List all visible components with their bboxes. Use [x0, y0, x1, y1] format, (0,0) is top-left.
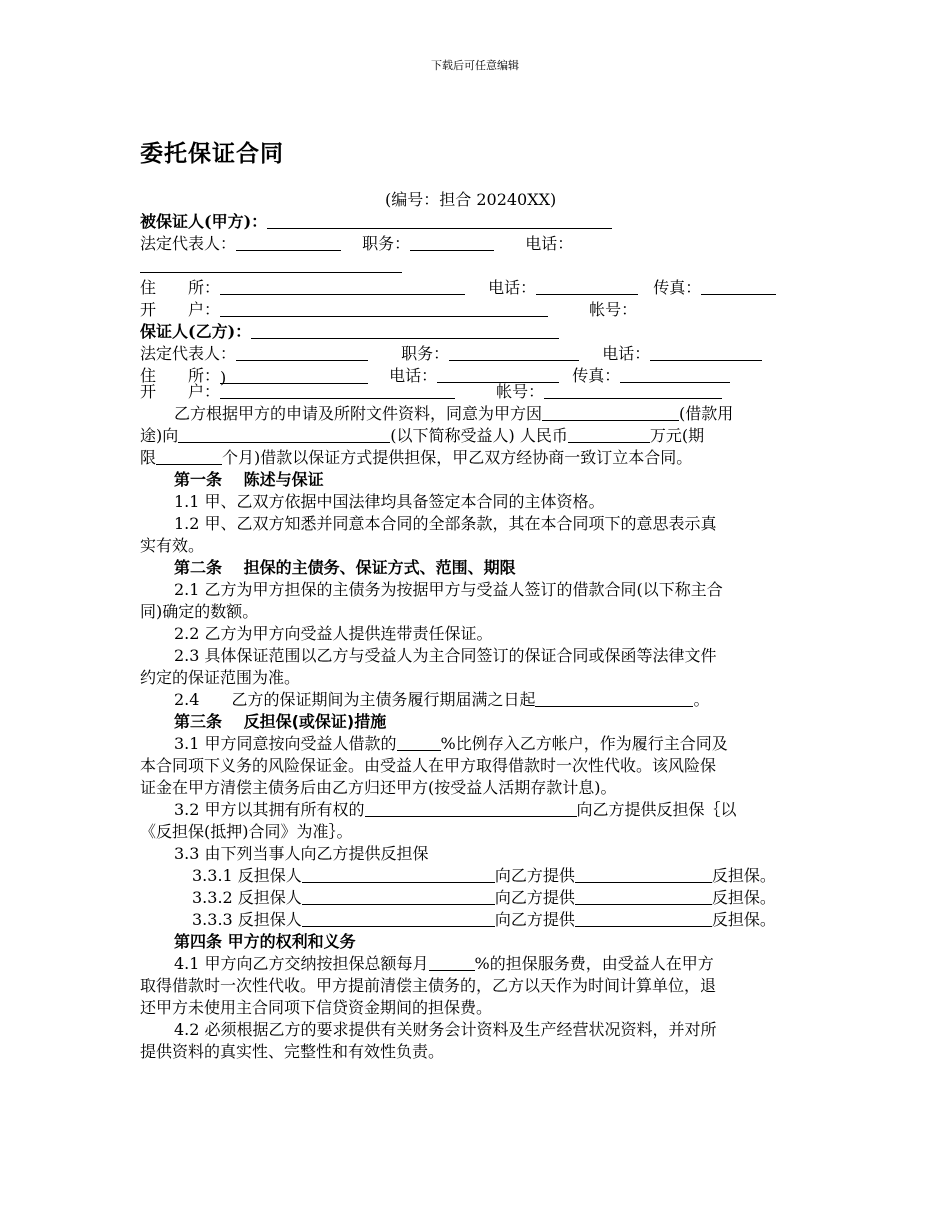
- party-a-rep-line: [140, 233, 573, 255]
- party-a-fax-blank: [701, 278, 776, 295]
- clause-4-1-cont-2: 还甲方未使用主合同项下信贷资金期间的担保费。: [140, 998, 493, 1017]
- counter-guarantor-blank: [302, 866, 495, 883]
- intro-text: (借款用: [679, 404, 734, 423]
- clause-2-3: 2.3 具体保证范围以乙方与受益人为主合同签订的保证合同或保函等法律文件: [174, 646, 717, 665]
- party-a-line: [140, 211, 612, 233]
- clause-text: 3.1 甲方同意按向受益人借款的: [174, 734, 397, 753]
- party-a-phone-line: [140, 255, 402, 277]
- party-b-account-label: 帐号：: [496, 382, 545, 401]
- party-a-rep-blank: [236, 234, 341, 251]
- party-a-bank-line: [140, 299, 637, 321]
- clause-3-2: [174, 799, 737, 821]
- counter-guarantee-blank: [575, 888, 712, 905]
- clause-3-1: [174, 733, 728, 755]
- intro-text: 限: [140, 448, 157, 467]
- party-a-label: 被保证人(甲方)：: [140, 212, 268, 231]
- clause-3-1-cont-1: 本合同项下义务的风险保证金。由受益人在甲方取得借款时一次性代收。该风险保: [140, 756, 717, 775]
- party-b-rep-blank: [236, 344, 368, 361]
- clause-text: 2.4 乙方的保证期间为主债务履行期届满之日起: [174, 690, 536, 709]
- counter-guarantee-blank: [575, 866, 712, 883]
- party-a-phone-blank: [140, 256, 402, 273]
- clause-text: 。: [693, 690, 710, 709]
- clause-text: 向乙方提供: [494, 888, 575, 907]
- party-a-address-phone-label: 电话：: [488, 278, 537, 297]
- clause-text: 4.1 甲方向乙方交纳按担保总额每月: [174, 954, 429, 973]
- clause-text: 向乙方提供反担保｛以: [576, 800, 737, 819]
- party-a-title-label: 职务：: [362, 234, 411, 253]
- fee-rate-blank: [429, 954, 475, 971]
- clause-text: %比例存入乙方帐户，作为履行主合同及: [440, 734, 728, 753]
- counter-guarantor-blank: [302, 888, 495, 905]
- article-3-title: 第三条 反担保(或保证)措施: [174, 712, 387, 731]
- party-b-address-label: 住 所：: [140, 366, 221, 385]
- party-a-name-blank: [267, 212, 612, 229]
- clause-text: 反担保。: [711, 866, 776, 885]
- intro-text: 乙方根据甲方的申请及所附文件资料，同意为甲方因: [174, 404, 543, 423]
- party-b-title-label: 职务：: [401, 344, 450, 363]
- counter-guarantee-blank: [575, 910, 712, 927]
- collateral-blank: [365, 800, 577, 817]
- intro-line-3: [140, 447, 692, 469]
- counter-guarantor-blank: [302, 910, 495, 927]
- clause-text: 3.3.1 反担保人: [192, 866, 302, 885]
- article-1-title: 第一条 陈述与保证: [174, 470, 324, 489]
- party-a-bank-label: 开 户：: [140, 300, 221, 319]
- party-b-phone-label: 电话：: [602, 344, 651, 363]
- party-b-label: 保证人(乙方)：: [140, 322, 252, 341]
- clause-2-1-cont: 同)确定的数额。: [140, 602, 259, 621]
- beneficiary-blank: [178, 426, 390, 443]
- intro-text: (以下简称受益人) 人民币: [390, 426, 568, 445]
- clause-1-1: 1.1 甲、乙双方依据中国法律均具备签定本合同的主体资格。: [174, 492, 605, 511]
- party-a-fax-label: 传真：: [653, 278, 702, 297]
- party-a-account-label: 帐号：: [589, 300, 638, 319]
- party-a-bank-blank: [220, 300, 548, 317]
- clause-2-2: 2.2 乙方为甲方向受益人提供连带责任保证。: [174, 624, 493, 643]
- party-b-title-blank: [449, 344, 579, 361]
- clause-text: 反担保。: [711, 910, 776, 929]
- clause-4-2-cont: 提供资料的真实性、完整性和有效性负责。: [140, 1042, 445, 1061]
- party-b-phone-blank: [650, 344, 762, 361]
- party-b-account-blank: [544, 382, 722, 399]
- clause-3-3-1: [192, 865, 776, 887]
- clause-text: %的担保服务费，由受益人在甲方: [474, 954, 714, 973]
- intro-text: 个月)借款以保证方式提供担保，甲乙双方经协商一致订立本合同。: [222, 448, 693, 467]
- party-a-title-blank: [410, 234, 494, 251]
- intro-line-1: [174, 403, 733, 425]
- party-b-address-phone-label: 电话：: [389, 366, 438, 385]
- clause-text: 向乙方提供: [494, 910, 575, 929]
- party-b-rep-line: [140, 343, 762, 365]
- intro-text: 万元(期: [649, 426, 705, 445]
- party-b-line: [140, 321, 559, 343]
- clause-text: 反担保。: [711, 888, 776, 907]
- guarantee-period-blank: [535, 690, 693, 707]
- party-a-address-label: 住 所：: [140, 278, 221, 297]
- party-b-address-value: ): [220, 368, 227, 387]
- clause-3-2-cont: 《反担保(抵押)合同》为准｝。: [140, 822, 353, 841]
- clause-text: 3.3.3 反担保人: [192, 910, 302, 929]
- contract-number: (编号：担合 20240XX): [385, 190, 557, 209]
- header-note: 下载后可任意编辑: [431, 59, 519, 72]
- party-b-bank-blank: [220, 382, 455, 399]
- clause-1-2: 1.2 甲、乙双方知悉并同意本合同的全部条款，其在本合同项下的意思表示真: [174, 514, 717, 533]
- clause-1-2-cont: 实有效。: [140, 536, 205, 555]
- clause-4-1-cont-1: 取得借款时一次性代收。甲方提前清偿主债务的，乙方以天作为时间计算单位，退: [140, 976, 717, 995]
- party-b-bank-line: [140, 381, 722, 403]
- document-title: 委托保证合同: [140, 141, 284, 167]
- clause-text: 3.2 甲方以其拥有所有权的: [174, 800, 365, 819]
- clause-text: 向乙方提供: [494, 866, 575, 885]
- term-blank: [156, 448, 222, 465]
- party-b-name-blank: [251, 322, 559, 339]
- intro-line-2: [140, 425, 704, 447]
- article-2-title: 第二条 担保的主债务、保证方式、范围、期限: [174, 558, 516, 577]
- clause-3-3-2: [192, 887, 776, 909]
- clause-text: 3.3.2 反担保人: [192, 888, 302, 907]
- intro-text: 途)向: [140, 426, 179, 445]
- clause-2-1: 2.1 乙方为甲方担保的主债务为按据甲方与受益人签订的借款合同(以下称主合: [174, 580, 723, 599]
- clause-2-3-cont: 约定的保证范围为准。: [140, 668, 301, 687]
- party-b-rep-label: 法定代表人：: [140, 344, 237, 363]
- party-a-address-phone-blank: [536, 278, 638, 295]
- amount-blank: [568, 426, 650, 443]
- deposit-ratio-blank: [397, 734, 441, 751]
- clause-3-3-3: [192, 909, 776, 931]
- loan-purpose-blank: [542, 404, 679, 421]
- clause-3-3: 3.3 由下列当事人向乙方提供反担保: [174, 844, 429, 863]
- article-4-title: 第四条 甲方的权利和义务: [174, 932, 356, 951]
- party-b-bank-label: 开 户：: [140, 382, 221, 401]
- party-a-address-line: [140, 277, 776, 299]
- party-a-phone-label: 电话：: [525, 234, 574, 253]
- party-b-fax-label: 传真：: [572, 366, 621, 385]
- clause-2-4: [174, 689, 709, 711]
- clause-4-1: [174, 953, 714, 975]
- party-a-address-blank: [220, 278, 465, 295]
- clause-4-2: 4.2 必须根据乙方的要求提供有关财务会计资料及生产经营状况资料，并对所: [174, 1020, 717, 1039]
- party-a-rep-label: 法定代表人：: [140, 234, 237, 253]
- clause-3-1-cont-2: 证金在甲方清偿主债务后由乙方归还甲方(按受益人活期存款计息)。: [140, 778, 617, 797]
